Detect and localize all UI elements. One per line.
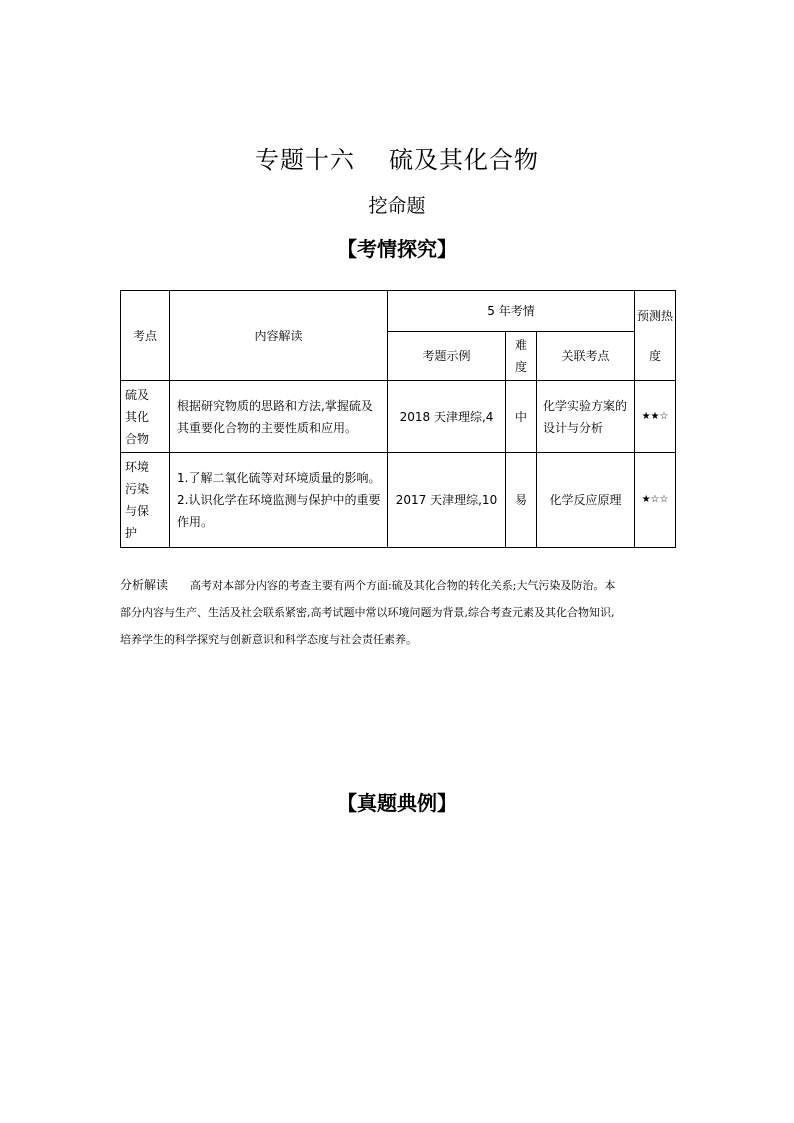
title-topic-number: 专题十六 (255, 146, 355, 174)
section-heading-exam-analysis: 【考情探究】 (337, 237, 457, 261)
analysis-label: 分析解读 (120, 578, 169, 592)
header-related: 关联考点 (537, 332, 635, 381)
row1-example: 2018 天津理综,4 (388, 381, 506, 453)
table-row (121, 381, 676, 453)
header-difficulty: 难度 (506, 332, 537, 381)
row1-content: 根据研究物质的思路和方法,掌握硫及 其重要化合物的主要性质和应用。 (170, 381, 388, 453)
analysis-line-2: 部分内容与生产、生活及社会联系紧密,高考试题中常以环境问题为背景,综合考查元素及其化合物知识, (120, 606, 615, 619)
row2-example: 2017 天津理综,10 (388, 453, 506, 548)
row2-hot-rating: ★☆☆ (635, 453, 676, 548)
table-header-row (121, 291, 676, 332)
row1-hot-rating: ★★☆ (635, 381, 676, 453)
table-row (121, 453, 676, 548)
row1-difficulty: 中 (506, 381, 537, 453)
header-content: 内容解读 (170, 291, 388, 381)
section-heading-real-cases: 【真题典例】 (337, 791, 457, 815)
page-subtitle: 挖命题 (368, 195, 426, 217)
exam-analysis-table (120, 290, 676, 548)
row1-related: 化学实验方案的 设计与分析 (537, 381, 635, 453)
header-hot-bottom: 度 (649, 348, 662, 363)
row2-difficulty: 易 (506, 453, 537, 548)
header-hot-top: 预测热 (637, 308, 674, 323)
header-hot (635, 291, 676, 381)
analysis-paragraph (120, 572, 680, 653)
header-five-year: 5 年考情 (388, 291, 635, 332)
title-topic-name: 硫及其化合物 (389, 146, 539, 174)
row2-content: 1.了解二氧化硫等对环境质量的影响。 2.认识化学在环境监测与保护中的重要 作用。 (170, 453, 388, 548)
analysis-line-1: 高考对本部分内容的考查主要有两个方面:硫及其化合物的转化关系;大气污染及防治。本 (190, 579, 616, 592)
page-title (0, 140, 794, 175)
row1-kaodian: 硫及 其化 合物 (121, 381, 170, 453)
header-kaodian: 考点 (121, 291, 170, 381)
header-example: 考题示例 (388, 332, 506, 381)
row2-related: 化学反应原理 (537, 453, 635, 548)
analysis-line-3: 培养学生的科学探究与创新意识和科学态度与社会责任素养。 (120, 633, 417, 646)
row2-kaodian: 环境 污染 与保 护 (121, 453, 170, 548)
